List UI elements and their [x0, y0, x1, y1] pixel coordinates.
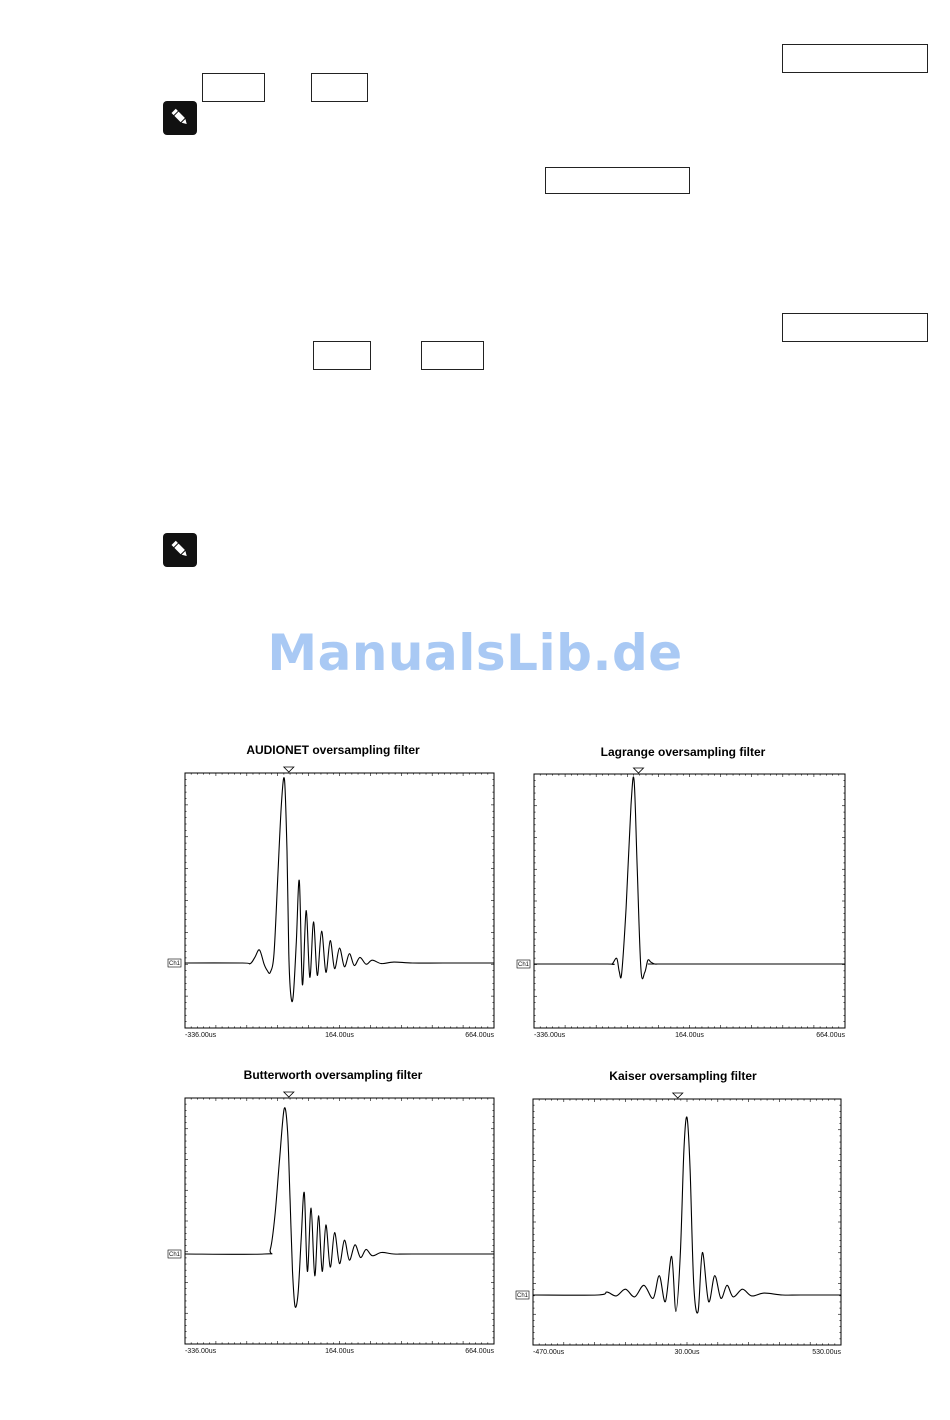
key-label-box — [782, 313, 928, 342]
x-tick-label: -336.00us — [534, 1032, 566, 1039]
watermark: ManualsLib.de — [267, 624, 683, 682]
plot-frame — [185, 773, 494, 1028]
key-label-box — [782, 44, 928, 73]
x-tick-label: 664.00us — [465, 1032, 494, 1039]
chart-audionet — [168, 740, 498, 1040]
chart-plot — [516, 740, 850, 1040]
chart-title: Kaiser oversampling filter — [609, 1069, 757, 1083]
trigger-marker — [284, 1092, 294, 1097]
chart-title: Lagrange oversampling filter — [600, 745, 766, 759]
chart-kaiser — [516, 1065, 850, 1365]
chart-plot — [168, 1065, 498, 1365]
x-tick-label: 664.00us — [816, 1032, 845, 1039]
x-tick-label: -470.00us — [533, 1349, 565, 1356]
x-tick-label: 164.00us — [325, 1348, 354, 1355]
note-pencil-icon — [163, 101, 197, 135]
channel-label: Ch1 — [169, 1252, 181, 1258]
trigger-marker — [284, 767, 294, 772]
channel-label: Ch1 — [517, 1293, 529, 1299]
key-label-box — [202, 73, 265, 102]
channel-label: Ch1 — [518, 962, 530, 968]
chart-lagrange — [516, 740, 850, 1040]
plot-frame — [534, 774, 845, 1028]
x-tick-label: 164.00us — [325, 1032, 354, 1039]
trigger-marker — [673, 1093, 683, 1098]
x-tick-label: -336.00us — [185, 1032, 217, 1039]
trigger-marker — [633, 768, 643, 773]
x-tick-label: 664.00us — [465, 1348, 494, 1355]
key-label-box — [313, 341, 371, 370]
chart-title: AUDIONET oversampling filter — [246, 743, 420, 757]
key-label-box — [311, 73, 368, 102]
chart-butterworth — [168, 1065, 498, 1365]
plot-frame — [533, 1099, 841, 1345]
x-tick-label: -336.00us — [185, 1348, 217, 1355]
plot-frame — [185, 1098, 494, 1344]
note-pencil-icon — [163, 533, 197, 567]
x-tick-label: 530.00us — [812, 1349, 841, 1356]
chart-plot — [168, 740, 498, 1040]
chart-title: Butterworth oversampling filter — [243, 1068, 423, 1082]
channel-label: Ch1 — [169, 961, 181, 967]
x-tick-label: 164.00us — [675, 1032, 704, 1039]
key-label-box — [545, 167, 690, 194]
chart-plot — [516, 1065, 850, 1365]
key-label-box — [421, 341, 484, 370]
x-tick-label: 30.00us — [674, 1349, 700, 1356]
